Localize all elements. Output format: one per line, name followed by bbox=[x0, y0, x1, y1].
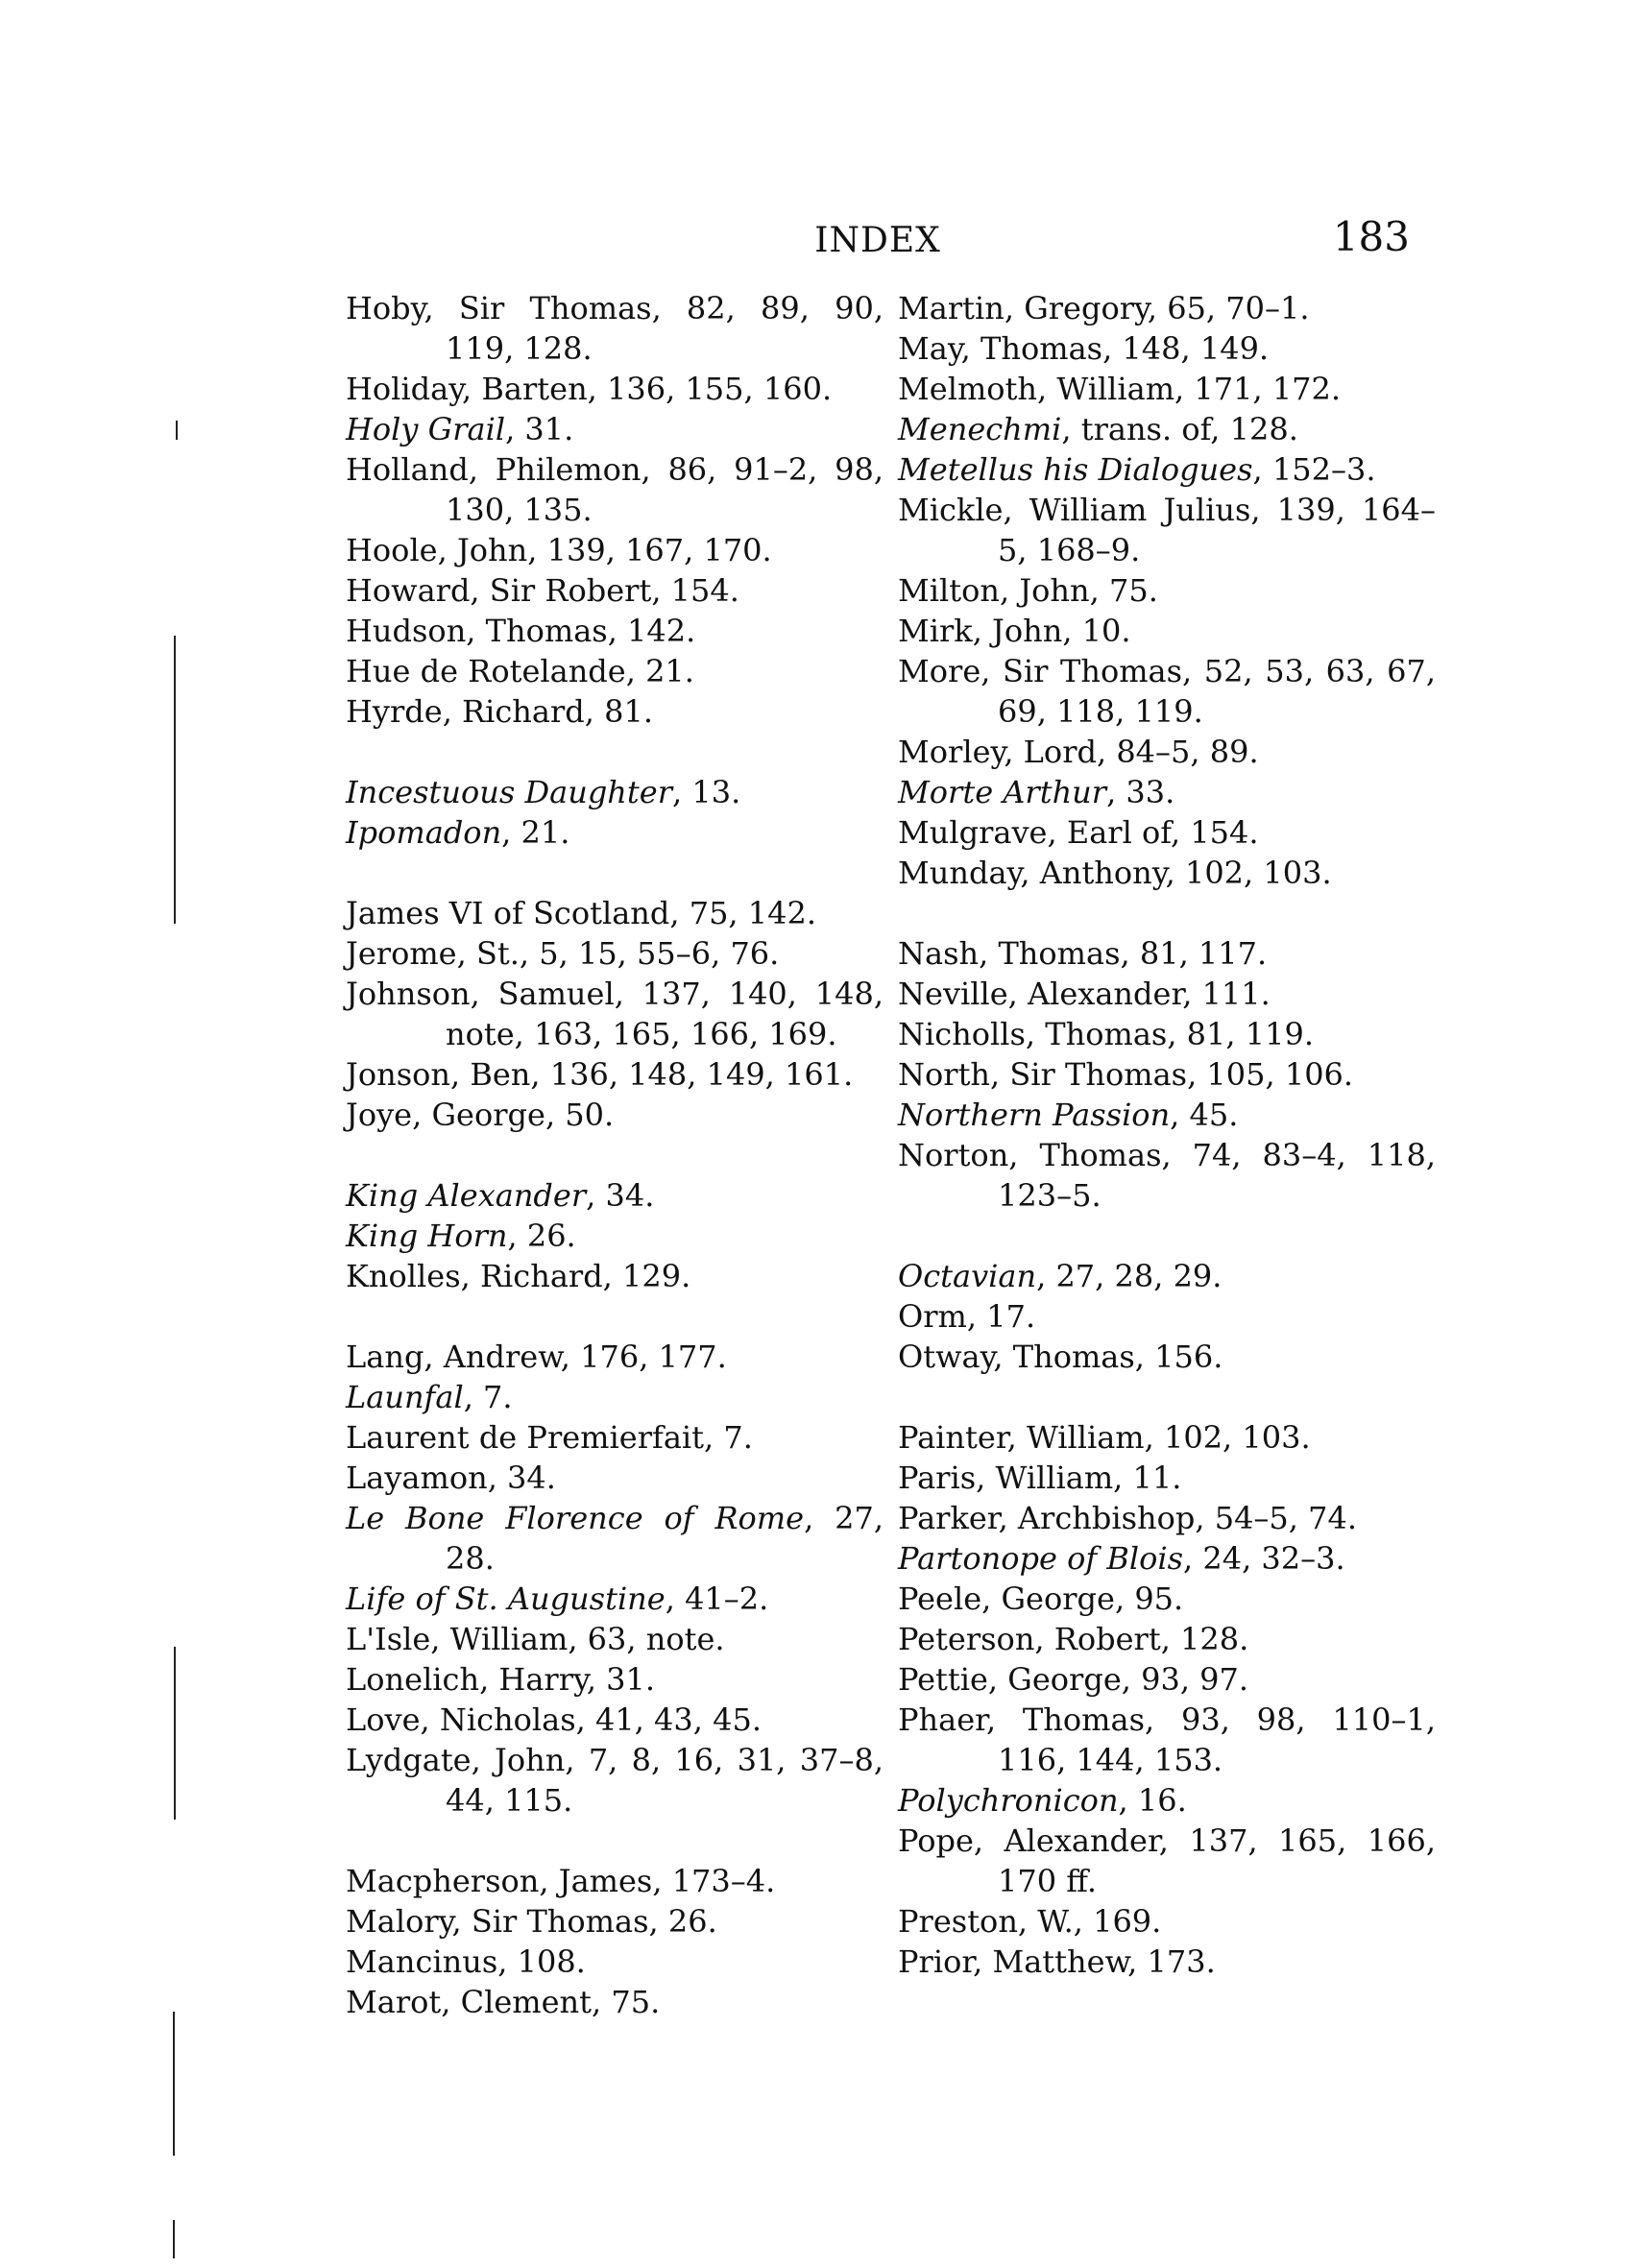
index-entry bbox=[898, 449, 1436, 490]
index-entry bbox=[898, 1256, 1436, 1296]
index-entry bbox=[346, 772, 884, 812]
entry-text: Orm, 17. bbox=[898, 1298, 1036, 1335]
index-entry bbox=[346, 1458, 884, 1498]
index-entry bbox=[346, 1175, 884, 1216]
index-entry bbox=[346, 570, 884, 611]
entry-text: Morley, Lord, 84–5, 89. bbox=[898, 734, 1259, 770]
entry-text: , 16. bbox=[1118, 1782, 1187, 1819]
index-entry bbox=[346, 1700, 884, 1740]
entry-text: Phaer, Thomas, 93, 98, 110–1, 116, 144, 153. bbox=[898, 1701, 1436, 1778]
index-entry bbox=[898, 772, 1436, 812]
index-entry bbox=[346, 691, 884, 732]
entry-text: Holland, Philemon, 86, 91–2, 98, 130, 135. bbox=[346, 451, 884, 528]
entry-text: , 27, 28. bbox=[446, 1500, 884, 1577]
entry-work-title: Octavian bbox=[898, 1258, 1037, 1294]
entry-text: Martin, Gregory, 65, 70–1. bbox=[898, 290, 1310, 326]
entry-text: Otway, Thomas, 156. bbox=[898, 1339, 1223, 1375]
index-entry bbox=[898, 1942, 1436, 1982]
entry-text: , 26. bbox=[507, 1218, 576, 1254]
entry-text: Pope, Alexander, 137, 165, 166, 170 ff. bbox=[898, 1822, 1436, 1899]
entry-work-title: Menechmi bbox=[898, 411, 1062, 447]
index-entry bbox=[898, 853, 1436, 893]
entry-work-title: Partonope of Blois bbox=[898, 1540, 1184, 1577]
index-entry bbox=[898, 1821, 1436, 1901]
entry-text: Mirk, John, 10. bbox=[898, 613, 1131, 649]
entry-text: Hue de Rotelande, 21. bbox=[346, 653, 694, 689]
index-entry bbox=[346, 1337, 884, 1377]
entry-text: Hudson, Thomas, 142. bbox=[346, 613, 696, 649]
index-entry bbox=[346, 1982, 884, 2022]
index-entry bbox=[898, 974, 1436, 1014]
index-entry bbox=[898, 1296, 1436, 1337]
index-entry bbox=[898, 1579, 1436, 1619]
index-entry bbox=[346, 651, 884, 691]
index-entry bbox=[346, 409, 884, 449]
index-entry bbox=[898, 732, 1436, 772]
index-entry bbox=[346, 288, 884, 369]
entry-text: Jerome, St., 5, 15, 55–6, 76. bbox=[346, 935, 780, 972]
entry-work-title: Morte Arthur bbox=[898, 774, 1107, 810]
index-entry bbox=[898, 570, 1436, 611]
index-entry bbox=[346, 1377, 884, 1417]
entry-text: , 21. bbox=[501, 814, 570, 851]
index-entry bbox=[898, 1458, 1436, 1498]
entry-text: Layamon, 34. bbox=[346, 1460, 556, 1496]
entry-text: , 33. bbox=[1106, 774, 1175, 810]
entry-work-title: Holy Grail bbox=[346, 411, 506, 447]
index-entry bbox=[898, 1780, 1436, 1821]
entry-text: Joye, George, 50. bbox=[346, 1097, 615, 1133]
running-head bbox=[346, 213, 1410, 271]
entry-text: Painter, William, 102, 103. bbox=[898, 1419, 1311, 1456]
entry-text: L'Isle, William, 63, note. bbox=[346, 1621, 725, 1657]
index-entry bbox=[346, 812, 884, 853]
index-entry bbox=[346, 1901, 884, 1942]
entry-work-title: Life of St. Augustine bbox=[346, 1580, 666, 1617]
page-number: 183 bbox=[1332, 213, 1410, 260]
index-entry bbox=[346, 449, 884, 530]
index-column-right bbox=[898, 288, 1436, 1982]
index-entry bbox=[898, 611, 1436, 651]
scan-margin-mark bbox=[176, 421, 178, 440]
entry-text: Howard, Sir Robert, 154. bbox=[346, 572, 739, 609]
index-entry bbox=[346, 1740, 884, 1821]
index-entry bbox=[898, 1659, 1436, 1700]
entry-text: Marot, Clement, 75. bbox=[346, 1984, 661, 2020]
entry-text: , 152–3. bbox=[1252, 451, 1376, 488]
index-entry bbox=[346, 530, 884, 570]
entry-text: , 7. bbox=[463, 1379, 513, 1415]
scan-margin-mark bbox=[174, 1647, 176, 1820]
entry-work-title: Launfal bbox=[346, 1379, 464, 1415]
index-entry bbox=[346, 1216, 884, 1256]
entry-text: Pettie, George, 93, 97. bbox=[898, 1661, 1249, 1698]
entry-text: Laurent de Premierfait, 7. bbox=[346, 1419, 753, 1456]
entry-text: Lonelich, Harry, 31. bbox=[346, 1661, 656, 1698]
entry-text: Johnson, Samuel, 137, 140, 148, note, 163, 165, 166, 169. bbox=[346, 976, 884, 1052]
entry-text: , 27, 28, 29. bbox=[1036, 1258, 1222, 1294]
entry-text: Norton, Thomas, 74, 83–4, 118, 123–5. bbox=[898, 1137, 1436, 1214]
entry-text: Neville, Alexander, 111. bbox=[898, 976, 1271, 1012]
entry-text: North, Sir Thomas, 105, 106. bbox=[898, 1056, 1354, 1093]
index-entry bbox=[346, 1619, 884, 1659]
index-entry bbox=[898, 1619, 1436, 1659]
index-entry bbox=[898, 651, 1436, 732]
entry-text: Mickle, William Julius, 139, 164–5, 168–9. bbox=[898, 492, 1436, 568]
entry-text: Prior, Matthew, 173. bbox=[898, 1943, 1216, 1980]
entry-text: , 24, 32–3. bbox=[1183, 1540, 1345, 1577]
entry-text: James VI of Scotland, 75, 142. bbox=[346, 895, 817, 931]
entry-text: Peterson, Robert, 128. bbox=[898, 1621, 1249, 1657]
index-entry bbox=[898, 1417, 1436, 1458]
entry-work-title: Polychronicon bbox=[898, 1782, 1119, 1819]
entry-text: , 31. bbox=[505, 411, 574, 447]
entry-text: Nash, Thomas, 81, 117. bbox=[898, 935, 1268, 972]
entry-text: Holiday, Barten, 136, 155, 160. bbox=[346, 371, 833, 407]
scan-margin-mark bbox=[173, 2012, 175, 2156]
entry-text: May, Thomas, 148, 149. bbox=[898, 330, 1270, 367]
entry-text: Hoole, John, 139, 167, 170. bbox=[346, 532, 772, 568]
entry-text: , 34. bbox=[586, 1177, 655, 1214]
index-entry bbox=[346, 1942, 884, 1982]
entry-text: Nicholls, Thomas, 81, 119. bbox=[898, 1016, 1314, 1052]
entry-work-title: King Alexander bbox=[346, 1177, 587, 1214]
entry-text: Hyrde, Richard, 81. bbox=[346, 693, 653, 730]
index-entry bbox=[346, 611, 884, 651]
index-entry bbox=[346, 974, 884, 1054]
index-column-left bbox=[346, 288, 884, 2022]
index-entry bbox=[346, 1417, 884, 1458]
entry-text: Preston, W., 169. bbox=[898, 1903, 1162, 1940]
entry-text: , 41–2. bbox=[665, 1580, 769, 1617]
entry-text: , 45. bbox=[1170, 1097, 1239, 1133]
entry-text: Melmoth, William, 171, 172. bbox=[898, 371, 1342, 407]
index-entry bbox=[346, 1579, 884, 1619]
entry-text: Milton, John, 75. bbox=[898, 572, 1158, 609]
index-entry bbox=[346, 1659, 884, 1700]
entry-text: Paris, William, 11. bbox=[898, 1460, 1182, 1496]
running-title: INDEX bbox=[814, 221, 941, 260]
entry-text: Munday, Anthony, 102, 103. bbox=[898, 855, 1332, 891]
index-entry bbox=[898, 1337, 1436, 1377]
entry-text: Lydgate, John, 7, 8, 16, 31, 37–8, 44, 115. bbox=[346, 1742, 884, 1819]
index-entry bbox=[898, 933, 1436, 974]
index-entry bbox=[346, 1861, 884, 1901]
index-entry bbox=[898, 288, 1436, 328]
scan-margin-mark bbox=[174, 636, 176, 866]
index-entry bbox=[346, 1054, 884, 1095]
entry-text: Macpherson, James, 173–4. bbox=[346, 1863, 776, 1899]
index-entry bbox=[346, 933, 884, 974]
entry-text: Knolles, Richard, 129. bbox=[346, 1258, 691, 1294]
index-entry bbox=[898, 490, 1436, 570]
index-entry bbox=[898, 1054, 1436, 1095]
index-entry bbox=[346, 369, 884, 409]
entry-text: Hoby, Sir Thomas, 82, 89, 90, 119, 128. bbox=[346, 290, 884, 367]
index-entry bbox=[898, 812, 1436, 853]
entry-text: Peele, George, 95. bbox=[898, 1580, 1184, 1617]
index-entry bbox=[898, 1095, 1436, 1135]
index-entry bbox=[346, 1256, 884, 1296]
entry-text: Lang, Andrew, 176, 177. bbox=[346, 1339, 727, 1375]
entry-text: Parker, Archbishop, 54–5, 74. bbox=[898, 1500, 1358, 1536]
entry-text: , trans. of, 128. bbox=[1061, 411, 1298, 447]
scan-margin-mark bbox=[174, 855, 176, 924]
index-entry bbox=[346, 893, 884, 933]
index-entry bbox=[346, 1095, 884, 1135]
entry-text: , 13. bbox=[672, 774, 741, 810]
entry-work-title: King Horn bbox=[346, 1218, 508, 1254]
index-entry bbox=[898, 1135, 1436, 1216]
index-entry bbox=[898, 369, 1436, 409]
entry-work-title: Metellus his Dialogues bbox=[898, 451, 1253, 488]
index-entry bbox=[898, 1498, 1436, 1538]
index-entry bbox=[898, 328, 1436, 369]
index-entry bbox=[898, 409, 1436, 449]
entry-text: Jonson, Ben, 136, 148, 149, 161. bbox=[346, 1056, 854, 1093]
index-entry bbox=[898, 1014, 1436, 1054]
entry-work-title: Ipomadon bbox=[346, 814, 502, 851]
entry-text: Malory, Sir Thomas, 26. bbox=[346, 1903, 717, 1940]
entry-text: Mulgrave, Earl of, 154. bbox=[898, 814, 1259, 851]
entry-work-title: Northern Passion bbox=[898, 1097, 1171, 1133]
entry-text: More, Sir Thomas, 52, 53, 63, 67, 69, 118, 119. bbox=[898, 653, 1436, 730]
entry-work-title: Incestuous Daughter bbox=[346, 774, 672, 810]
index-entry bbox=[898, 1700, 1436, 1780]
index-entry bbox=[346, 1498, 884, 1579]
entry-work-title: Le Bone Florence of Rome bbox=[346, 1500, 805, 1536]
index-entry bbox=[898, 1538, 1436, 1579]
index-entry bbox=[898, 1901, 1436, 1942]
scan-margin-mark bbox=[173, 2220, 175, 2258]
entry-text: Mancinus, 108. bbox=[346, 1943, 586, 1980]
entry-text: Love, Nicholas, 41, 43, 45. bbox=[346, 1701, 762, 1738]
